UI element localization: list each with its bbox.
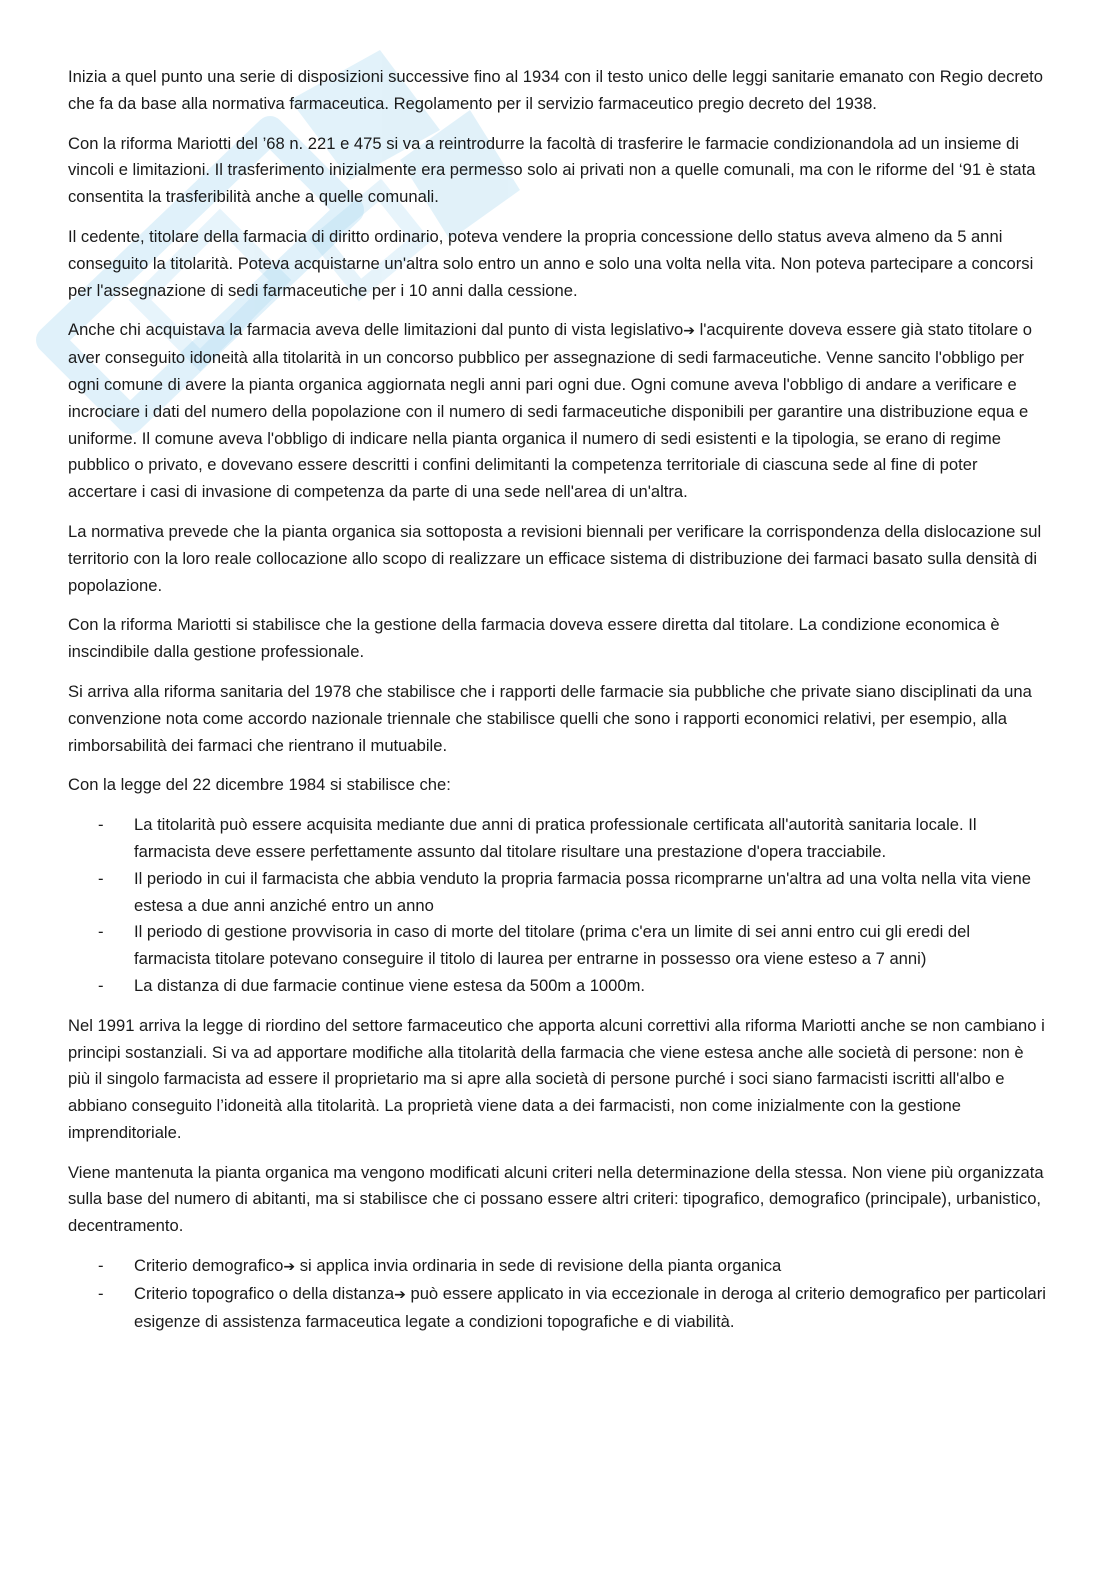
list-item — [68, 866, 1048, 920]
arrow-icon: ➔ — [283, 1259, 296, 1276]
paragraph: Il cedente, titolare della farmacia di diritto ordinario, poteva vendere la propria concessione dello status aveva almeno da 5 anni conseguito la titolarità. Poteva acquistarne un'altra solo entro un anno e solo una volta nella vita. Non poteva partecipare a concorsi per l'assegnazione di sedi farmaceutiche per i 10 anni dalla cessione. — [68, 226, 1034, 300]
list-item — [68, 973, 1048, 1000]
paragraph-text: Anche chi acquistava la farmacia aveva delle limitazioni dal punto di vista legislativo — [68, 320, 684, 340]
bullet-dash: - — [98, 1283, 104, 1303]
list-item — [68, 1253, 1048, 1281]
bullet-list — [68, 1253, 1048, 1335]
paragraph: Con la legge del 22 dicembre 1984 si stabilisce che: — [68, 775, 451, 795]
list-item-text: Il periodo in cui il farmacista che abbia venduto la propria farmacia possa ricomprarne un'altra ad una volta nella vita viene estesa a due anni anziché entro un anno — [134, 868, 1031, 915]
arrow-icon: ➔ — [394, 1286, 406, 1303]
list-item-text: si applica invia ordinaria in sede di revisione della pianta organica — [295, 1256, 782, 1276]
paragraph: Con la riforma Mariotti si stabilisce che la gestione della farmacia doveva essere diretta dal titolare. La condizione economica è inscindibile dalla gestione professionale. — [68, 615, 1000, 662]
bullet-dash: - — [98, 868, 104, 888]
bullet-dash: - — [98, 922, 104, 942]
list-item — [68, 1281, 1048, 1336]
list-item-lead: Criterio demografico — [134, 1256, 284, 1276]
bullet-list — [68, 812, 1048, 1000]
list-item-text: La distanza di due farmacie continue viene estesa da 500m a 1000m. — [134, 975, 646, 995]
list-item-text: La titolarità può essere acquisita mediante due anni di pratica professionale certificata all'autorità sanitaria locale. Il farmacista deve essere perfettamente assunto dal titolare risultare una prestazione d'opera tracciabile. — [134, 815, 977, 861]
list-item-text: Il periodo di gestione provvisoria in caso di morte del titolare (prima c'era un limite di sei anni entro cui gli eredi del farmacista titolare potevano conseguire il titolo di laurea per entrarne in possesso ora viene esteso a 7 anni) — [134, 922, 971, 969]
bullet-dash: - — [98, 975, 104, 995]
paragraph: Nel 1991 arriva la legge di riordino del settore farmaceutico che apporta alcuni correttivi alla riforma Mariotti anche se non cambiano i principi sostanziali. Si va ad apportare modifiche alla titolarità della farmacia che viene estesa anche alle società di persone: non è più il singolo farmacista ad essere il proprietario ma si apre alla società di persone purché i soci siano farmacisti iscritti all'albo e abbiano conseguito l’idoneità alla titolarità. La proprietà viene data a dei farmacisti, non come inizialmente con la gestione imprenditoriale. — [68, 1015, 1045, 1142]
list-item-text: può essere applicato in via eccezionale in deroga al criterio demografico per particolari esigenze di assistenza farmaceutica legate a condizioni topografiche e di viabilità. — [134, 1283, 1046, 1331]
paragraph: Si arriva alla riforma sanitaria del 1978 che stabilisce che i rapporti delle farmacie sia pubbliche che private siano disciplinati da una convenzione nota come accordo nazionale triennale che stabilisce quelli che sono i rapporti economici relativi, per esempio, alla rimborsabilità dei farmaci che rientrano il mutuabile. — [68, 681, 1032, 755]
bullet-dash: - — [98, 815, 104, 835]
list-item — [68, 919, 1048, 973]
paragraph-text: l'acquirente doveva essere già stato titolare o aver conseguito idoneità alla titolarità in un concorso pubblico per assegnazione di sedi farmaceutiche. Venne sancito l'obbligo per ogni comune di avere la pianta organica aggiornata negli anni pari ogni due. Ogni comune aveva l'obbligo di andare a verificare e incrociare i dati del numero della popolazione con il numero di sedi farmaceutiche disponibili per garantire una distribuzione equa e uniforme. Il comune aveva l'obbligo di indicare nella pianta organica il numero di sedi esistenti e la tipologia, se erano di regime pubblico o privato, e dovevano essere descritti i confini delimitanti la competenza territoriale di ciascuna sede al fine di poter accertare i casi di invasione di competenza da parte di una sede nell'area di un'altra. — [68, 320, 1033, 502]
list-item-lead: Criterio topografico o della distanza — [134, 1283, 395, 1303]
paragraph: Viene mantenuta la pianta organica ma vengono modificati alcuni criteri nella determinazione della stessa. Non viene più organizzata sulla base del numero di abitanti, ma si stabilisce che ci possano essere altri criteri: tipografico, demografico (principale), urbanistico, decentramento. — [68, 1162, 1044, 1236]
paragraph: Inizia a quel punto una serie di disposizioni successive fino al 1934 con il testo unico delle leggi sanitarie emanato con Regio decreto che fa da base alla normativa farmaceutica. Regolamento per il servizio farmaceutico pregio decreto del 1938. — [68, 67, 1044, 113]
document-body — [68, 64, 1048, 1348]
paragraph: La normativa prevede che la pianta organica sia sottoposta a revisioni biennali per verificare la corrispondenza della dislocazione sul territorio con la loro reale collocazione allo scopo di realizzare un efficace sistema di distribuzione dei farmaci basato sulla densità di popolazione. — [68, 521, 1042, 595]
arrow-icon: ➔ — [683, 323, 695, 340]
bullet-dash: - — [98, 1256, 104, 1276]
list-item — [68, 812, 1048, 866]
paragraph — [68, 317, 1048, 506]
paragraph: Con la riforma Mariotti del ’68 n. 221 e 475 si va a reintrodurre la facoltà di trasferire le farmacie condizionandola ad un insieme di vincoli e limitazioni. Il trasferimento inizialmente era permesso solo ai privati non a quelle comunali, ma con le riforme del ‘91 è stata consentita la trasferibilità anche a quelle comunali. — [68, 133, 1036, 207]
